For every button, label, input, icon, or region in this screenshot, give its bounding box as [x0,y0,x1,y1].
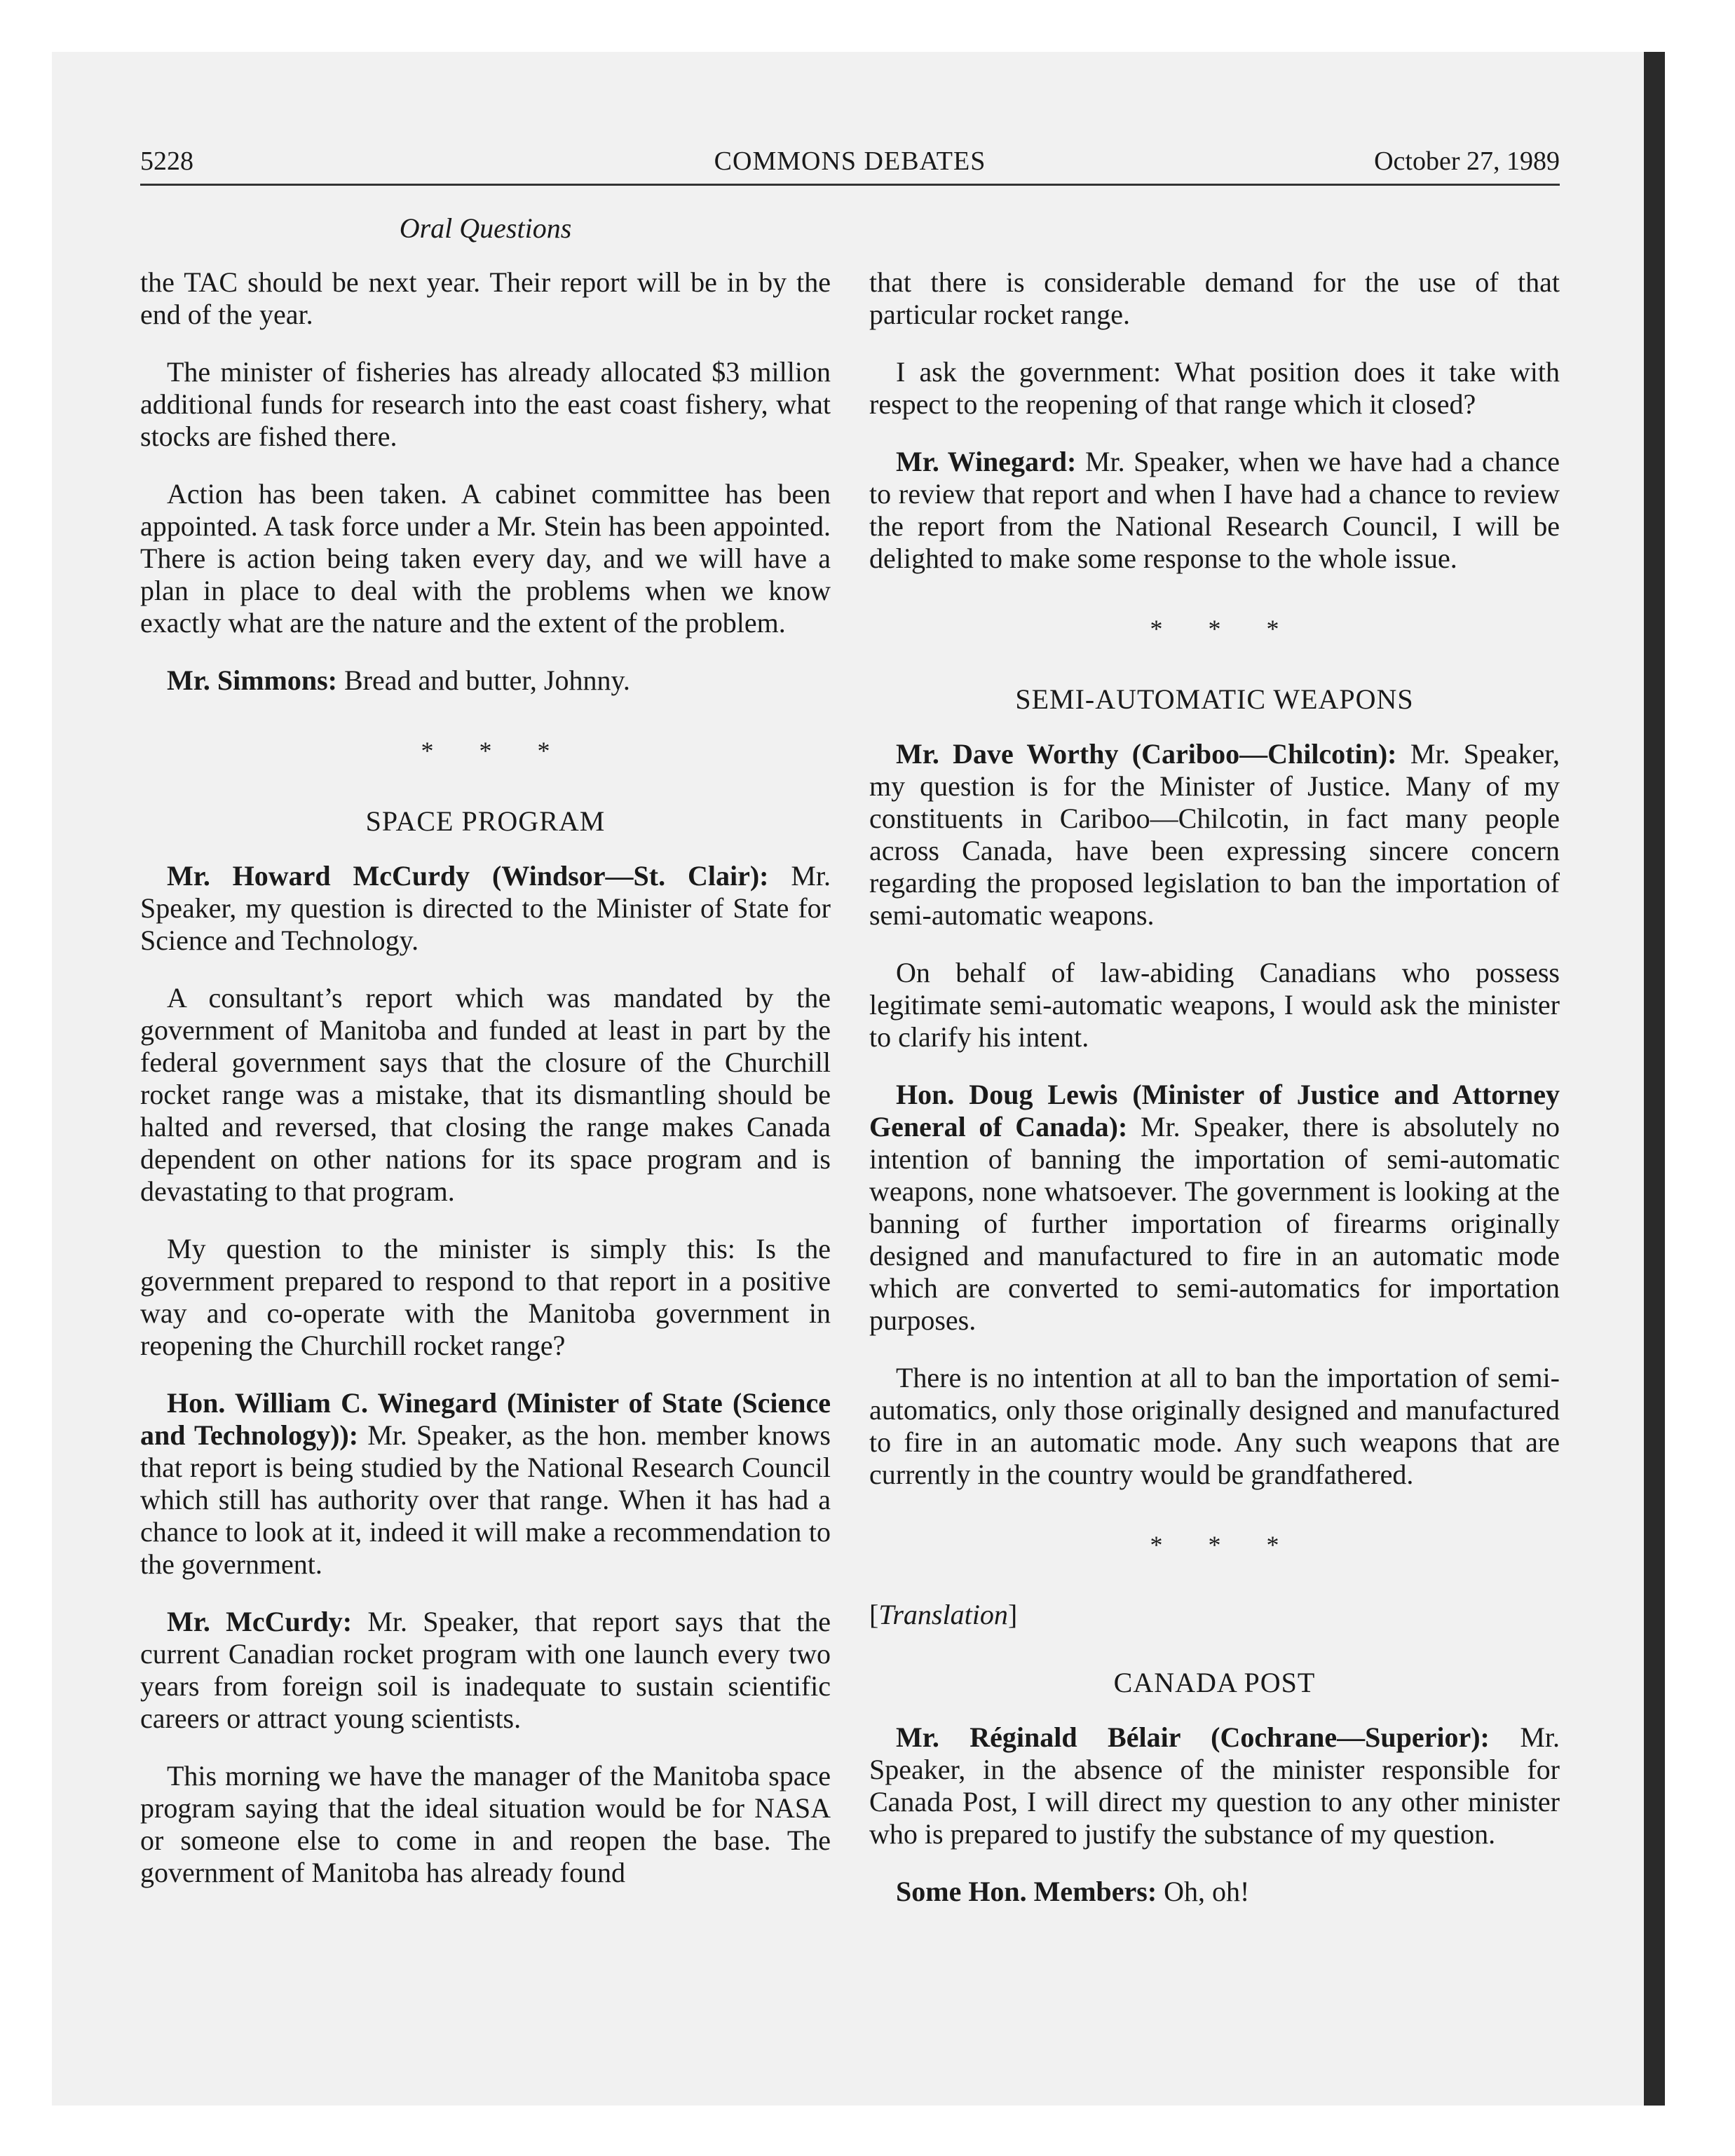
paragraph: I ask the government: What position does it take with respect to the reopening of that range which it closed? [869,356,1560,420]
left-column [140,266,831,1914]
binding-edge [1644,52,1665,2106]
speech-text: Oh, oh! [1164,1876,1250,1907]
section-heading: SPACE PROGRAM [365,805,606,837]
speech-text: Mr. Speaker, there is absolutely no intention of banning the importation of semi-automatic weapons, none whatsoever. The government is looking at the banning of further importation of firearms originally designed and manufactured to fire in an automatic mode which are converted to semi-automatics for importation purposes. [869,1111,1560,1336]
paragraph: A consultant’s report which was mandated by the government of Manitoba and funded at least in part by the federal government says that the closure of the Churchill rocket range was a mistake, that its dismantling should be halted and reversed, that closing the range makes Canada dependent on other nations for its space program and is devastating to that program. [140,982,831,1207]
paragraph: that there is considerable demand for the use of that particular rocket range. [869,266,1560,330]
paragraph: the TAC should be next year. Their report will be in by the end of the year. [140,266,831,330]
speaker-name: Hon. William C. Winegard (Minister of State (Science and Technology)): [140,1387,831,1451]
speaker-name: Mr. Réginald Bélair (Cochrane—Superior): [896,1721,1490,1753]
speaker-name: Mr. Winegard: [896,446,1077,477]
paragraph: The minister of fisheries has already allocated $3 million additional funds for research into the east coast fishery, what stocks are fished there. [140,356,831,452]
speech-paragraph [869,446,1560,575]
speech-text: Mr. Speaker, in the absence of the minister responsible for Canada Post, I will direct my question to any other minister who is prepared to justify the substance of my question. [869,1721,1560,1850]
speech-text: Mr. Speaker, as the hon. member knows that report is being studied by the National Research Council which still has authority over that range. When it has had a chance to look at it, indeed it will make a recommendation to the government. [140,1419,831,1580]
publication-title: COMMONS DEBATES [714,146,986,176]
speaker-name: Mr. Dave Worthy (Cariboo—Chilcotin): [896,738,1397,770]
speech-paragraph [869,1721,1560,1850]
speech-text: Mr. Speaker, my question is for the Minister of Justice. Many of my constituents in Cariboo—Chilcotin, in fact many people across Canada, have been expressing sincere concern regarding the proposed legislation to ban the importation of semi-automatic weapons. [869,738,1560,931]
speech-paragraph [140,1387,831,1581]
paragraph: On behalf of law-abiding Canadians who possess legitimate semi-automatic weapons, I would ask the minister to clarify his intent. [869,957,1560,1053]
section-separator: * * * [1150,615,1299,643]
speech-paragraph [140,664,831,697]
speaker-name: Some Hon. Members: [896,1876,1157,1907]
speech-text: Bread and butter, Johnny. [343,664,630,696]
section-heading: CANADA POST [1113,1667,1316,1698]
header-rule [140,184,1560,186]
paragraph: Action has been taken. A cabinet committee has been appointed. A task force under a Mr. Stein has been appointed. There is action being taken every day, and we will have a plan in place to deal with the problems when we know exactly what are the nature and the extent of the problem. [140,478,831,639]
paragraph: My question to the minister is simply this: Is the government prepared to respond to that report in a positive way and co-operate with the Manitoba government in reopening the Churchill rocket range? [140,1233,831,1361]
page-header [140,140,1560,182]
section-heading: SEMI-AUTOMATIC WEAPONS [1015,683,1414,715]
speaker-name: Mr. Howard McCurdy (Windsor—St. Clair): [167,860,769,892]
speech-text: Mr. Speaker, when we have had a chance to review that report and when I have had a chance to review the report from the National Research Council, I will be delighted to make some response to the whole issue. [869,446,1560,574]
speech-text: Mr. Speaker, my question is directed to the Minister of State for Science and Technology. [140,860,831,956]
translation-label: Translation [878,1599,1008,1630]
speaker-name: Hon. Doug Lewis (Minister of Justice and Attorney General of Canada): [869,1079,1560,1142]
speech-text: Mr. Speaker, that report says that the current Canadian rocket program with one launch every two years from foreign soil is inadequate to sustain scientific careers or attract young scientists. [140,1606,831,1734]
speech-paragraph [869,738,1560,932]
speech-paragraph [140,1606,831,1735]
right-column [869,266,1560,1933]
paragraph: This morning we have the manager of the Manitoba space program saying that the ideal situation would be for NASA or someone else to come in and reopen the base. The government of Manitoba has already found [140,1760,831,1888]
section-separator: * * * [1150,1531,1299,1559]
issue-date: October 27, 1989 [1374,146,1560,176]
translation-note: [Translation] [869,1599,1018,1630]
speech-paragraph [140,860,831,957]
paragraph: There is no intention at all to ban the importation of semi-automatics, only those originally designed and manufactured to fire in an automatic mode. Any such weapons that are currently in the country would be grandfathered. [869,1362,1560,1490]
section-separator: * * * [421,737,570,765]
speaker-name: Mr. McCurdy: [167,1606,353,1637]
speech-paragraph [869,1876,1560,1908]
speaker-name: Mr. Simmons: [167,664,337,696]
running-head: Oral Questions [399,212,572,244]
speech-paragraph [869,1079,1560,1337]
page-number: 5228 [140,146,193,176]
